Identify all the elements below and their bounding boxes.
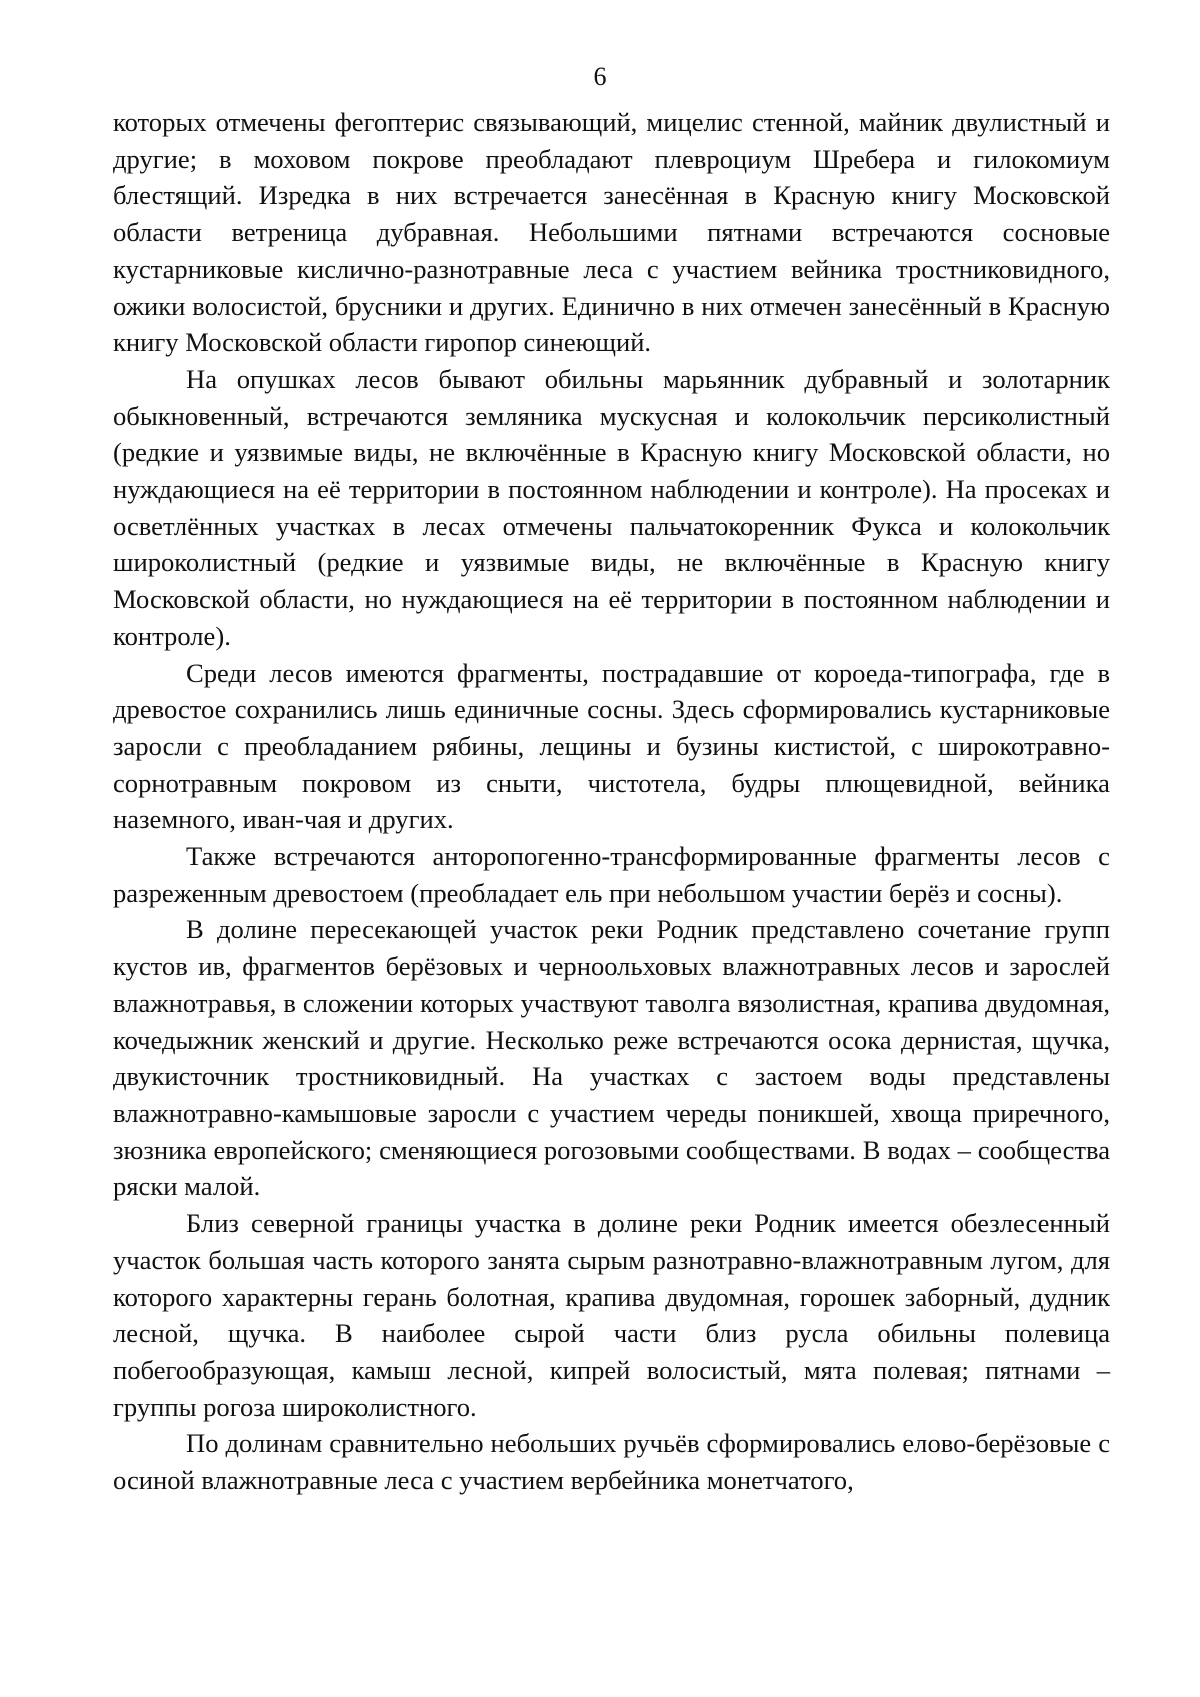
document-body — [113, 104, 1110, 1499]
paragraph-6: Близ северной границы участка в долине реки Родник имеется обезлесенный участок большая часть которого занята сырым разнотравно-влажнотравным лугом, для которого характерны герань болотная, крапива двудомная, горошек заборный, дудник лесной, щучка. В наиболее сырой части близ русла обильны полевица побегообразующая, камыш лесной, кипрей волосистый, мята полевая; пятнами – группы рогоза широколистного. — [113, 1208, 1110, 1422]
paragraph-3: Среди лесов имеются фрагменты, пострадавшие от короеда-типографа, где в древостое сохранились лишь единичные сосны. Здесь сформировались кустарниковые заросли с преобладанием рябины, лещины и бузины кистистой, с широкотравно-сорнотравным покровом из сныти, чистотела, будры плющевидной, вейника наземного, иван-чая и других. — [113, 657, 1110, 835]
paragraph-4: Также встречаются анторопогенно-трансформированные фрагменты лесов с разреженным древостоем (преобладает ель при небольшом участии берёз и сосны). — [113, 841, 1110, 908]
page-number: 6 — [593, 62, 607, 91]
paragraph-1: которых отмечены фегоптерис связывающий, мицелис стенной, майник двулистный и другие; в моховом покрове преобладают плевроциум Шребера и гилокомиум блестящий. Изредка в них встречается занесённая в Красную книгу Московской области ветреница дубравная. Небольшими пятнами встречаются сосновые кустарниковые кислично-разнотравные леса с участием вейника тростниковидного, ожики волосистой, брусники и других. Единично в них отмечен занесённый в Красную книгу Московской области гиропор синеющий. — [113, 107, 1110, 358]
paragraph-5: В долине пересекающей участок реки Родник представлено сочетание групп кустов ив, фрагментов берёзовых и черноольховых влажнотравных лесов и зарослей влажнотравья, в сложении которых участвуют таволга вязолистная, крапива двудомная, кочедыжник женский и другие. Несколько реже встречаются осока дернистая, щучка, двукисточник тростниковидный. На участках с застоем воды представлены влажнотравно-камышовые заросли с участием череды поникшей, хвоща приречного, зюзника европейского; сменяющиеся рогозовыми сообществами. В водах – сообщества ряски малой. — [113, 914, 1110, 1202]
paragraph-7: По долинам сравнительно небольших ручьёв сформировались елово-берёзовые с осиной влажнотравные леса с участием вербейника монетчатого, — [113, 1428, 1110, 1496]
paragraph-2: На опушках лесов бывают обильны марьянник дубравный и золотарник обыкновенный, встречаются земляника мускусная и колокольчик персиколистный (редкие и уязвимые виды, не включённые в Красную книгу Московской области, но нуждающиеся на её территории в постоянном наблюдении и контроле). На просеках и осветлённых участках в лесах отмечены пальчатокоренник Фукса и колокольчик широколистный (редкие и уязвимые виды, не включённые в Красную книгу Московской области, но нуждающиеся на её территории в постоянном наблюдении и контроле). — [113, 363, 1110, 651]
